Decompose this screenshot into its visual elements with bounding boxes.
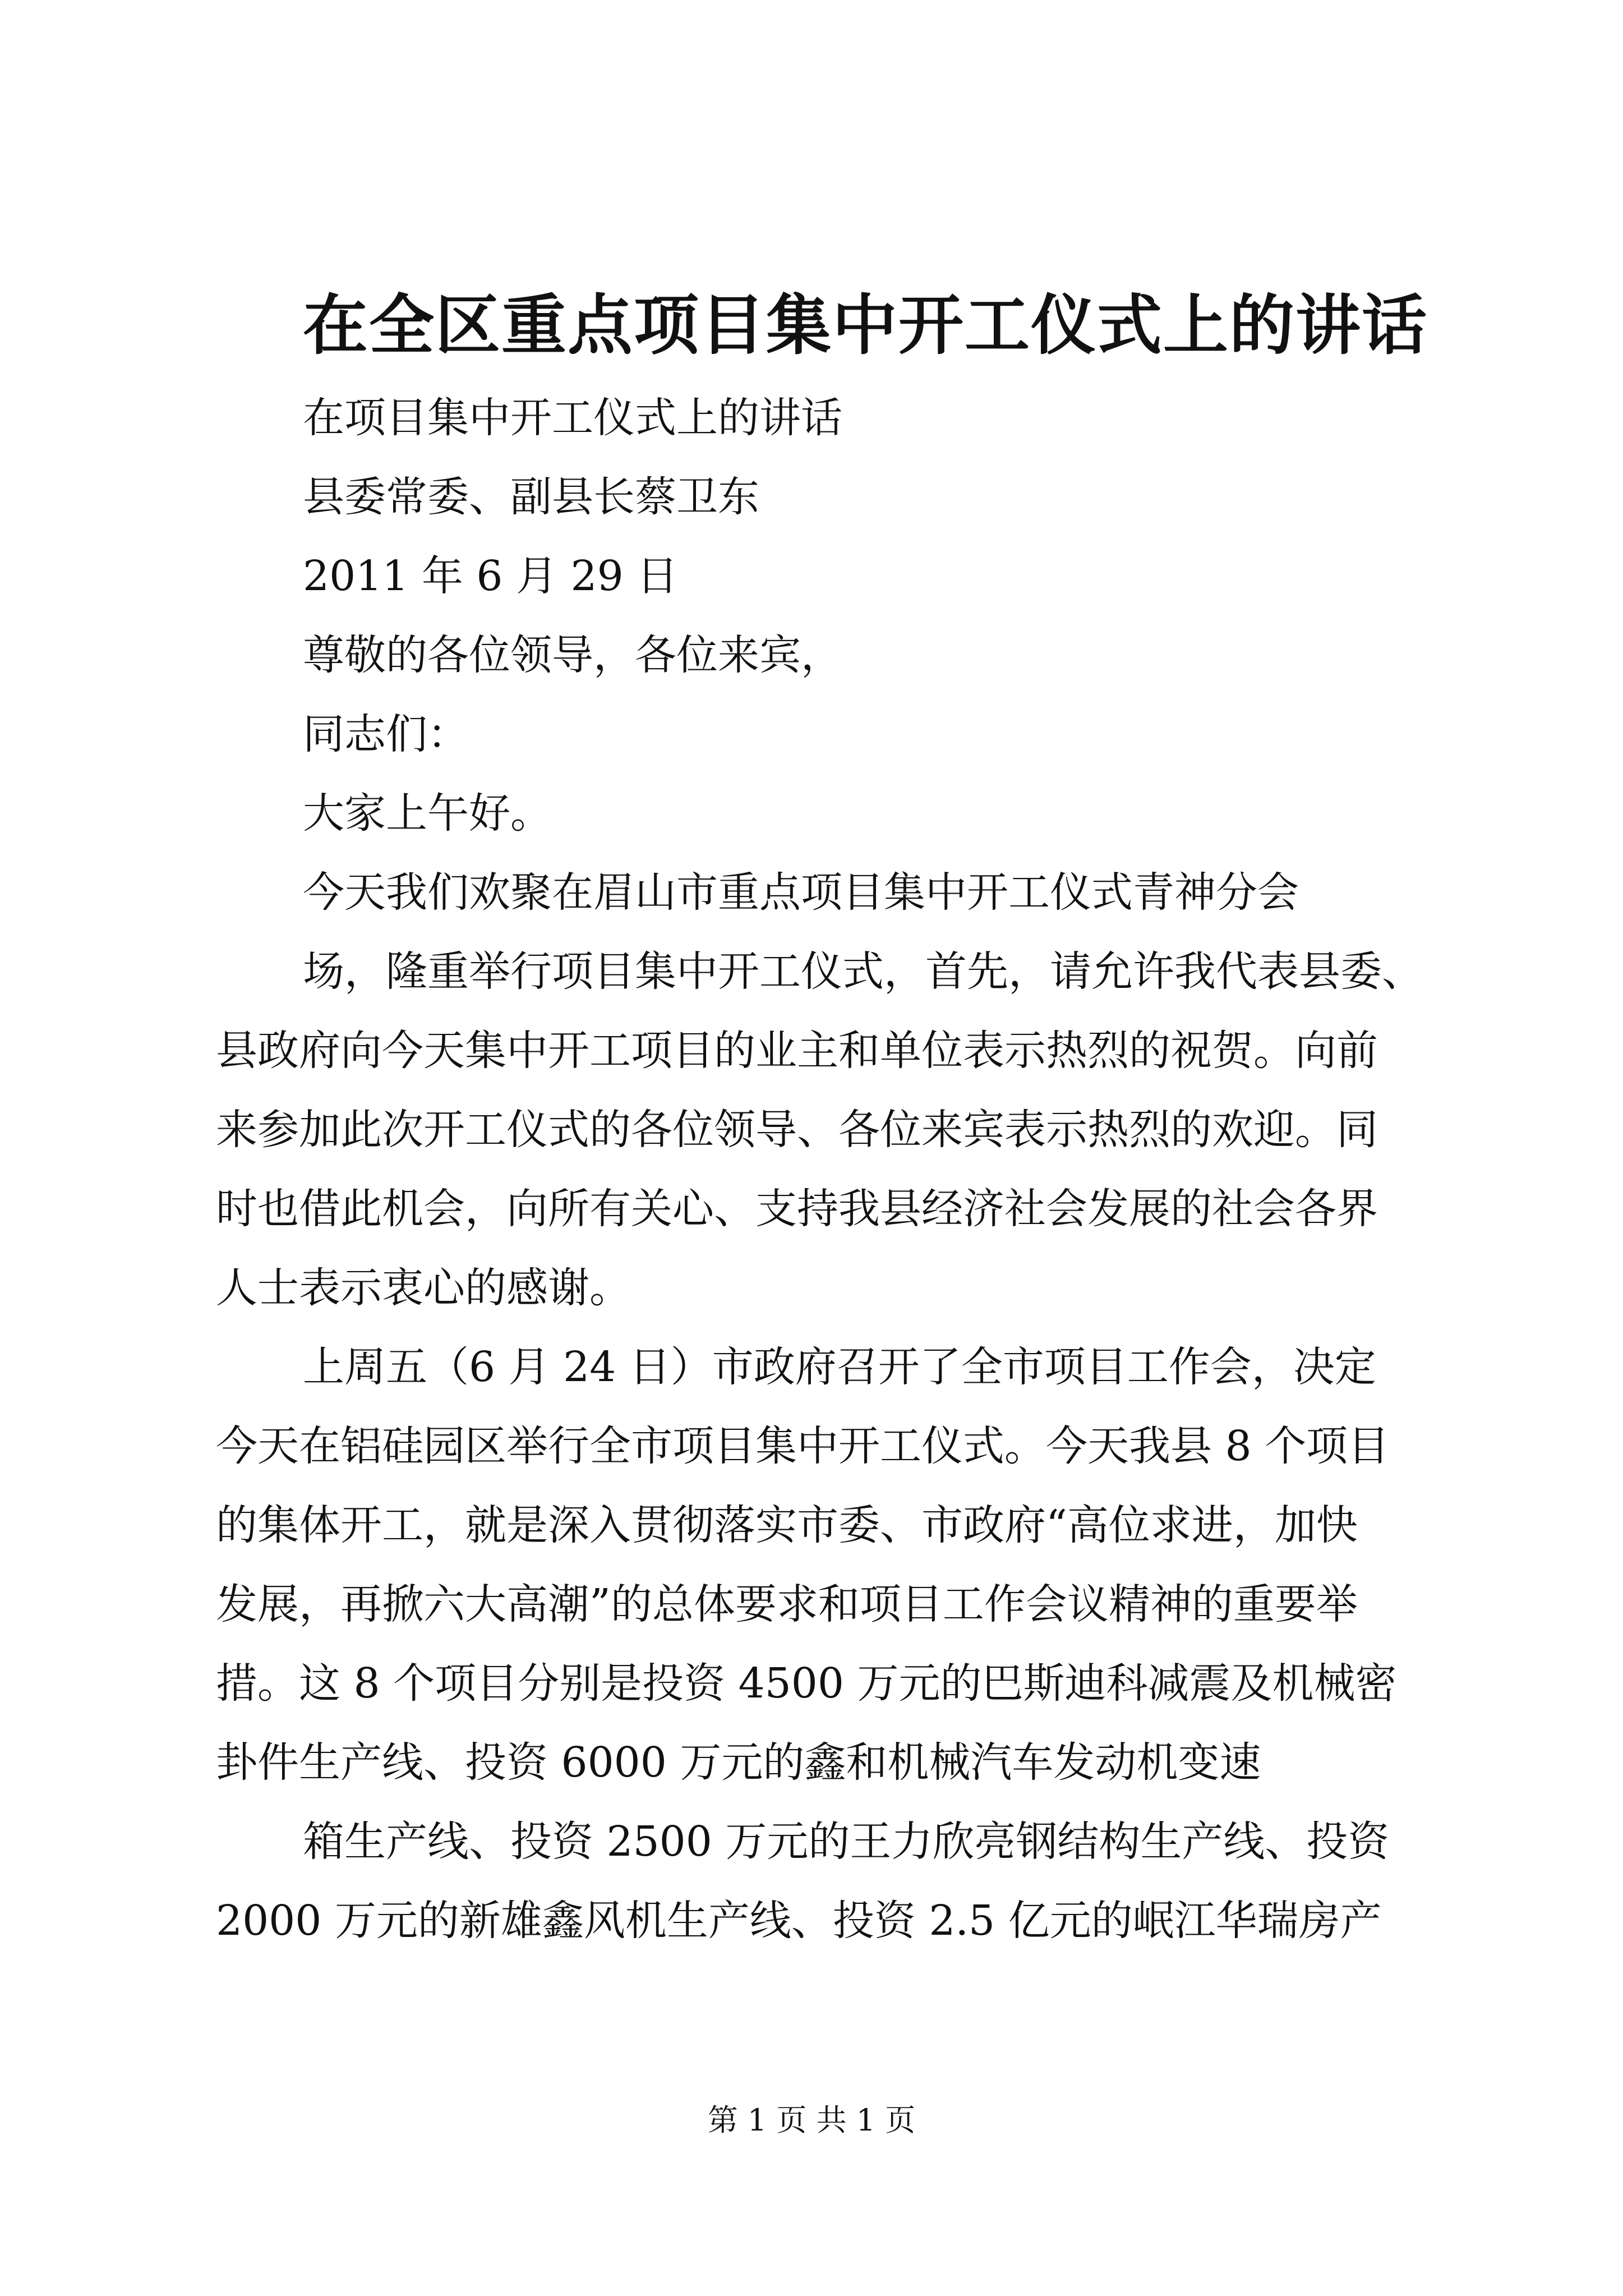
paragraph-4-line-2: 2000 万元的新雄鑫风机生产线、投资 2.5 亿元的岷江华瑞房产 [216, 1897, 1382, 1945]
paragraph-2-line-1: 场，隆重举行项目集中开工仪式，首先，请允许我代表县委、 [303, 947, 1423, 996]
subtitle-line: 在项目集中开工仪式上的讲话 [303, 394, 842, 442]
date-line: 2011 年 6 月 29 日 [303, 552, 679, 600]
paragraph-2-line-5: 人士表示衷心的感谢。 [216, 1264, 631, 1312]
paragraph-3-line-2: 今天在铝硅园区举行全市项目集中开工仪式。今天我县 8 个项目 [216, 1422, 1390, 1470]
paragraph-4-line-1: 箱生产线、投资 2500 万元的王力欣亮钢结构生产线、投资 [303, 1818, 1390, 1866]
opening-line: 大家上午好。 [303, 789, 552, 838]
speaker-line: 县委常委、副县长蔡卫东 [303, 473, 759, 521]
paragraph-3-line-3: 的集体开工，就是深入贯彻落实市委、市政府“高位求进，加快 [216, 1501, 1358, 1549]
paragraph-3-line-1: 上周五（6 月 24 日）市政府召开了全市项目工作会，决定 [303, 1343, 1376, 1391]
paragraph-2-line-2: 县政府向今天集中开工项目的业主和单位表示热烈的祝贺。向前 [216, 1027, 1378, 1075]
paragraph-3-line-5: 措。这 8 个项目分别是投资 4500 万元的巴斯迪科减震及机械密 [216, 1659, 1397, 1708]
greeting-line: 尊敬的各位领导，各位来宾， [303, 631, 842, 679]
paragraph-2-line-3: 来参加此次开工仪式的各位领导、各位来宾表示热烈的欢迎。同 [216, 1106, 1378, 1154]
paragraph-1-line-1: 今天我们欢聚在眉山市重点项目集中开工仪式青神分会 [303, 868, 1299, 917]
page-footer: 第 1 页 共 1 页 [707, 2102, 916, 2138]
paragraph-3-line-6: 卦件生产线、投资 6000 万元的鑫和机械汽车发动机变速 [216, 1738, 1261, 1787]
document-title: 在全区重点项目集中开工仪式上的讲话 [303, 287, 1428, 364]
salutation-line: 同志们： [303, 710, 469, 758]
paragraph-3-line-4: 发展，再掀六大高潮”的总体要求和项目工作会议精神的重要举 [216, 1580, 1358, 1628]
paragraph-2-line-4: 时也借此机会，向所有关心、支持我县经济社会发展的社会各界 [216, 1185, 1378, 1233]
